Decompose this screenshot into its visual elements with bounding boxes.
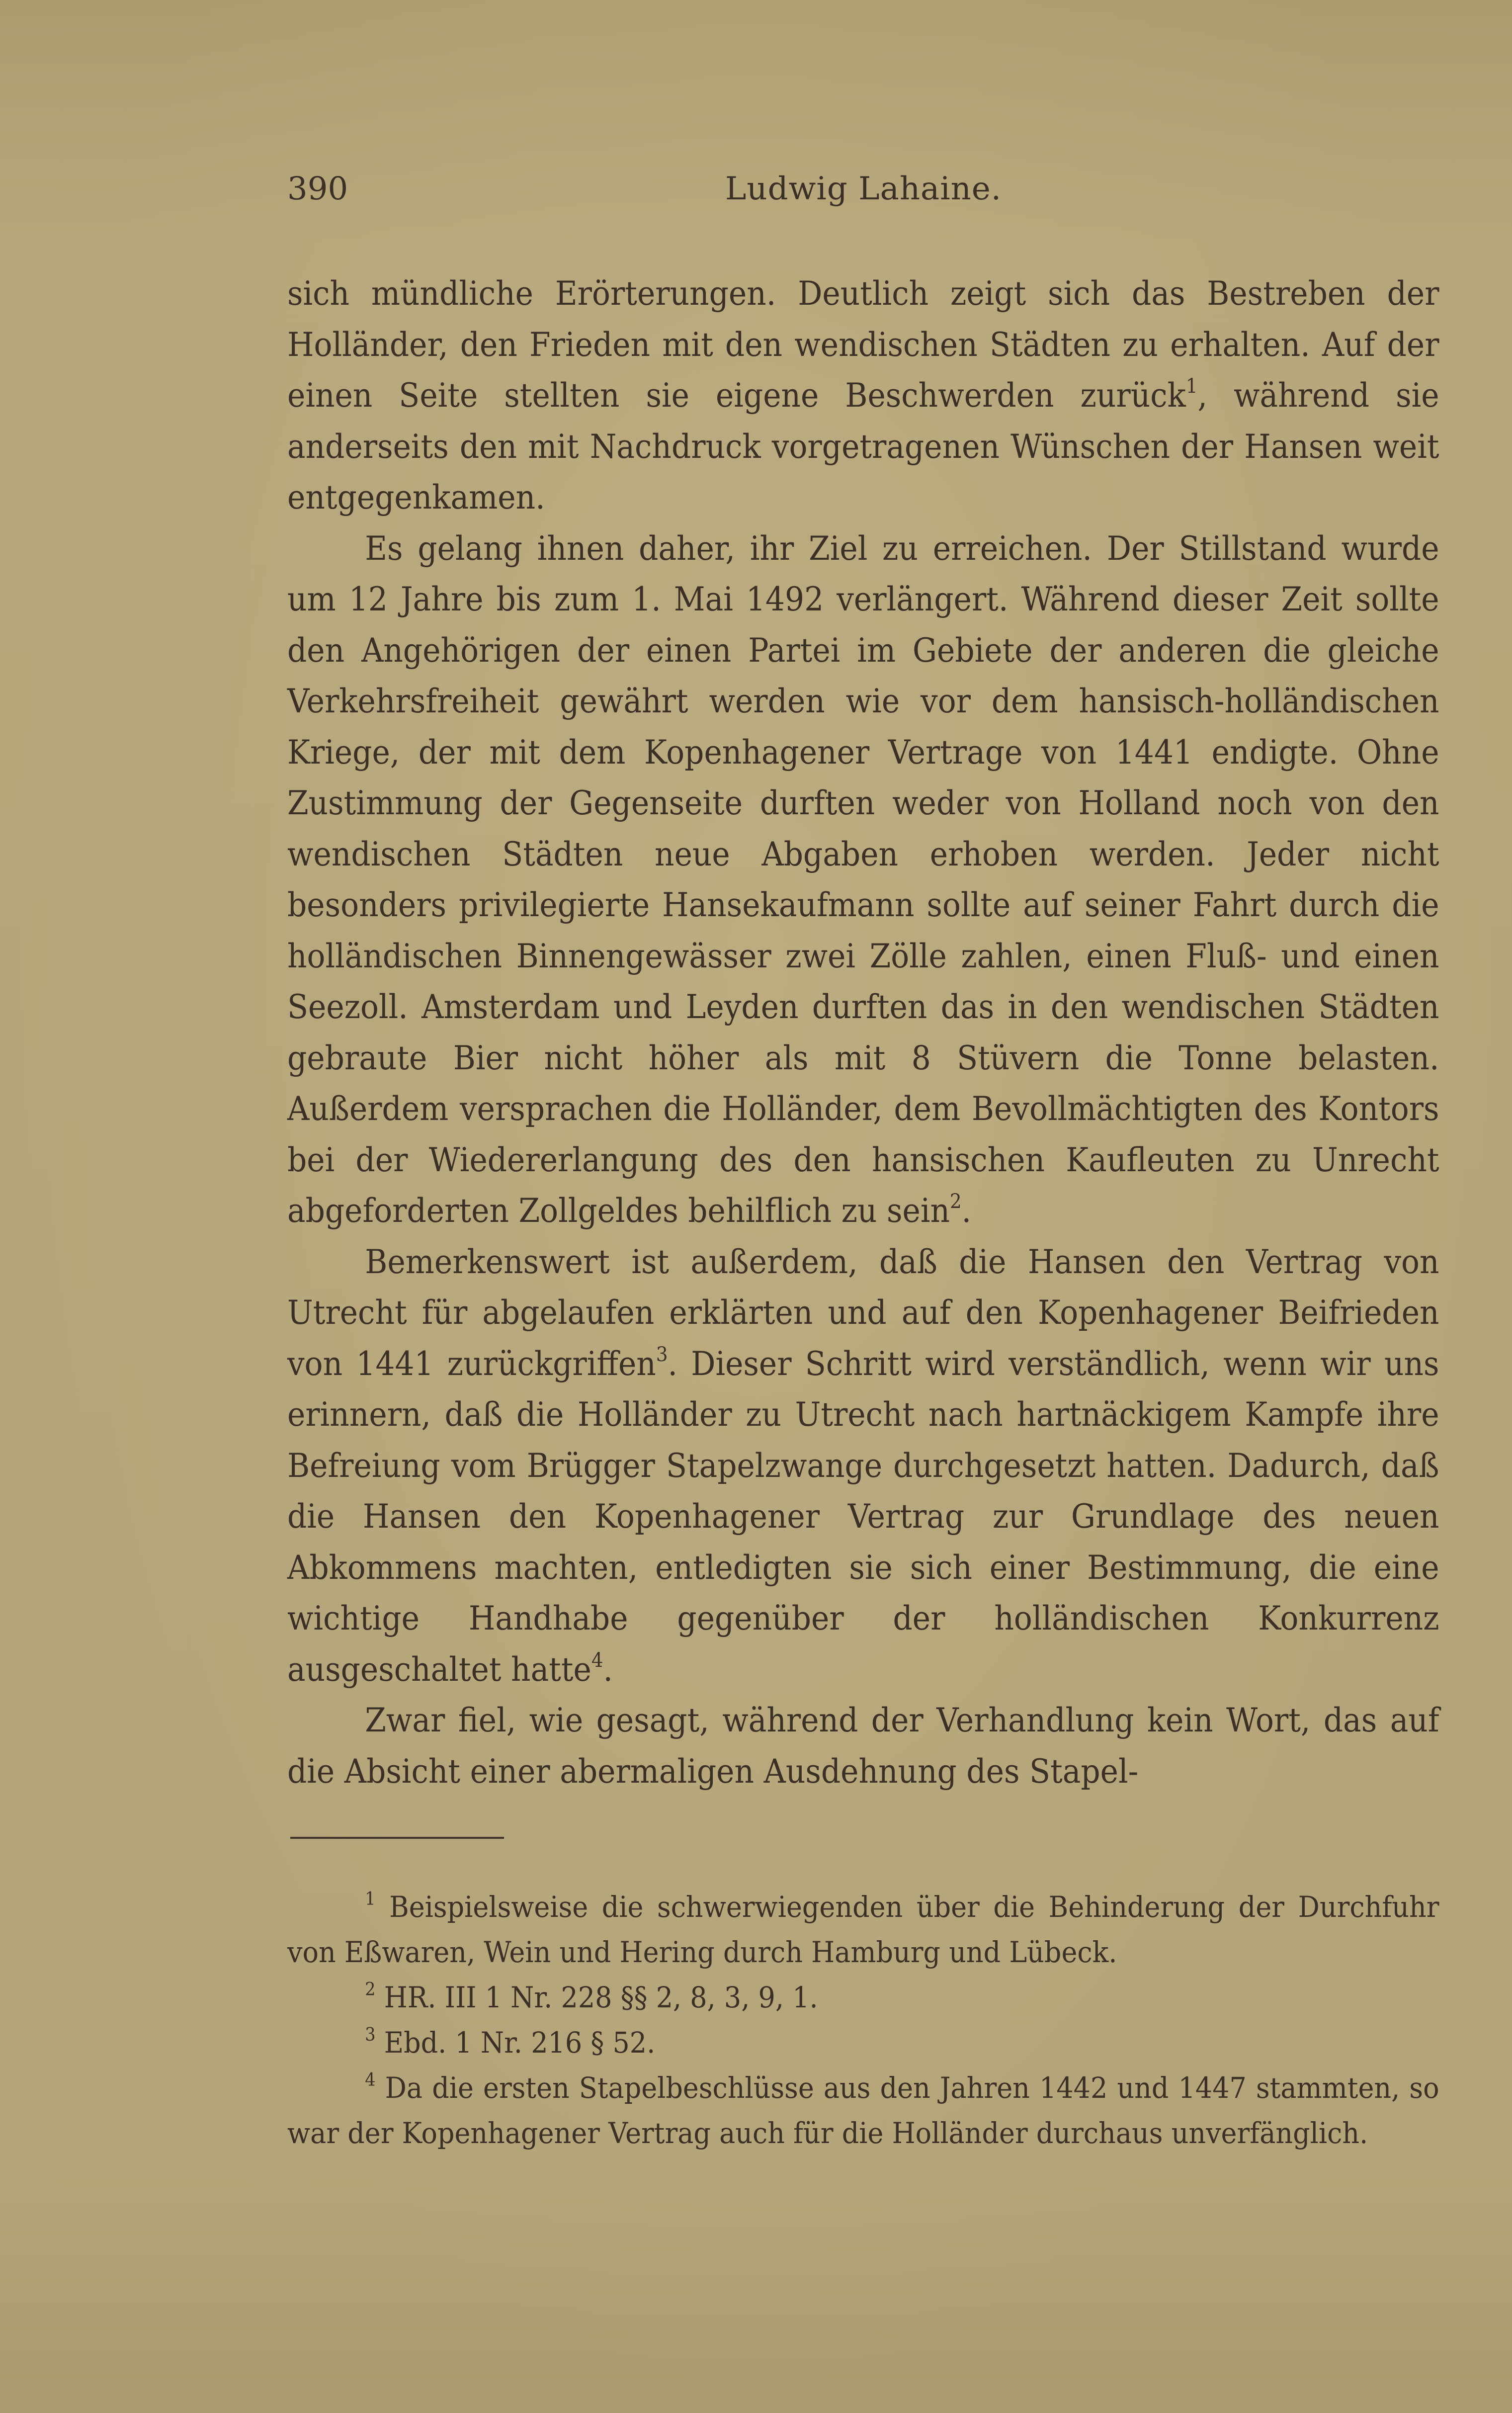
running-title: Ludwig Lahaine. <box>725 171 1002 207</box>
footnote-text: Ebd. 1 Nr. 216 § 52. <box>375 2026 656 2060</box>
footnote <box>287 1975 1439 2020</box>
text-segment: Es gelang ihnen daher, ihr Ziel zu erreichen. Der Stillstand wurde um 12 Jahre bis zum 1. Mai 1492 verlängert. Während dieser Zeit sollte den Angehörigen der einen Partei im Gebiete der anderen die gleiche Verkehrsfreiheit gewährt werden wie vor dem hansisch-holländischen Kriege, der mit dem Kopenhagener Vertrage von 1441 endigte. Ohne Zustimmung der Gegenseite durften weder von Holland noch von den wendischen Städten neue Abgaben erhoben werden. Jeder nicht besonders privilegierte Hansekaufmann sollte auf seiner Fahrt durch die holländischen Binnengewässer zwei Zölle zahlen, einen Fluß- und einen Seezoll. Amsterdam und Leyden durften das in den wendischen Städten gebraute Bier nicht höher als mit 8 Stüvern die Tonne belasten. Außerdem versprachen die Holländer, dem Bevollmächtigten des Kontors bei der Wiedererlangung des den hansischen Kaufleuten zu Unrecht abgeforderten Zollgeldes behilflich zu sein <box>287 529 1439 1230</box>
footnote-mark: 2 <box>365 1980 376 2000</box>
paragraph <box>287 523 1439 1237</box>
footnote-ref[interactable]: 2 <box>950 1190 962 1213</box>
footnote <box>287 2066 1439 2156</box>
paragraph <box>287 1695 1439 1797</box>
footnote <box>287 1885 1439 1975</box>
footnote-text: HR. III 1 Nr. 228 §§ 2, 8, 3, 9, 1. <box>375 1981 818 2014</box>
footnotes <box>287 1885 1439 2156</box>
text-segment: sich mündliche Erörterungen. Deutlich zeigt sich das Bestreben der Holländer, den Frieden mit den wendischen Städten zu erhalten. Auf der einen Seite stellten sie eigene Beschwerden zurück <box>287 274 1439 415</box>
text-segment: . <box>961 1192 972 1230</box>
text-segment: . Dieser Schritt wird verständlich, wenn wir uns erinnern, daß die Holländer zu Utrecht nach hartnäckigem Kampfe ihre Befreiung vom Brügger Stapelzwange durchgesetzt hatten. Dadurch, daß die Hansen den Kopenhagener Vertrag zur Grundlage des neuen Abkommens machten, entledigten sie sich einer Bestimmung, die eine wichtige Handhabe gegenüber der holländischen Konkurrenz ausgeschaltet hatte <box>287 1344 1439 1689</box>
text-segment: Zwar fiel, wie gesagt, während der Verhandlung kein Wort, das auf die Absicht einer abermaligen Ausdehnung des Stapel- <box>287 1701 1439 1791</box>
paragraph <box>287 268 1439 523</box>
footnote-separator <box>290 1837 504 1839</box>
text-segment: . <box>603 1650 613 1689</box>
footnote <box>287 2020 1439 2066</box>
footnote-ref[interactable]: 3 <box>656 1343 668 1366</box>
text-segment: Bemerkenswert ist außerdem, daß die Hansen den Vertrag von Utrecht für abgelaufen erklärten und auf den Kopenhagener Beifrieden von 1441 zurückgriffen <box>287 1242 1439 1383</box>
running-head <box>287 164 1439 214</box>
text-segment: , während sie anderseits den mit Nachdruck vorgetragenen Wünschen der Hansen weit entgegenkamen. <box>287 376 1439 517</box>
footnote-ref[interactable]: 4 <box>591 1648 603 1672</box>
page-number: 390 <box>287 171 348 207</box>
footnote-mark: 3 <box>365 2025 376 2045</box>
book-page <box>287 164 1439 2156</box>
footnote-mark: 1 <box>365 1889 376 1909</box>
footnote-text: Da die ersten Stapelbeschlüsse aus den Jahren 1442 und 1447 stammten, so war der Kopenhagener Vertrag auch für die Holländer durchaus unverfänglich. <box>287 2071 1439 2150</box>
footnote-text: Beispielsweise die schwerwiegenden über die Behinderung der Durchfuhr von Eßwaren, Wein und Hering durch Hamburg und Lübeck. <box>287 1890 1439 1969</box>
footnote-ref[interactable]: 1 <box>1185 375 1198 398</box>
body-text <box>287 268 1439 1797</box>
footnote-mark: 4 <box>365 2070 376 2090</box>
paragraph <box>287 1237 1439 1696</box>
